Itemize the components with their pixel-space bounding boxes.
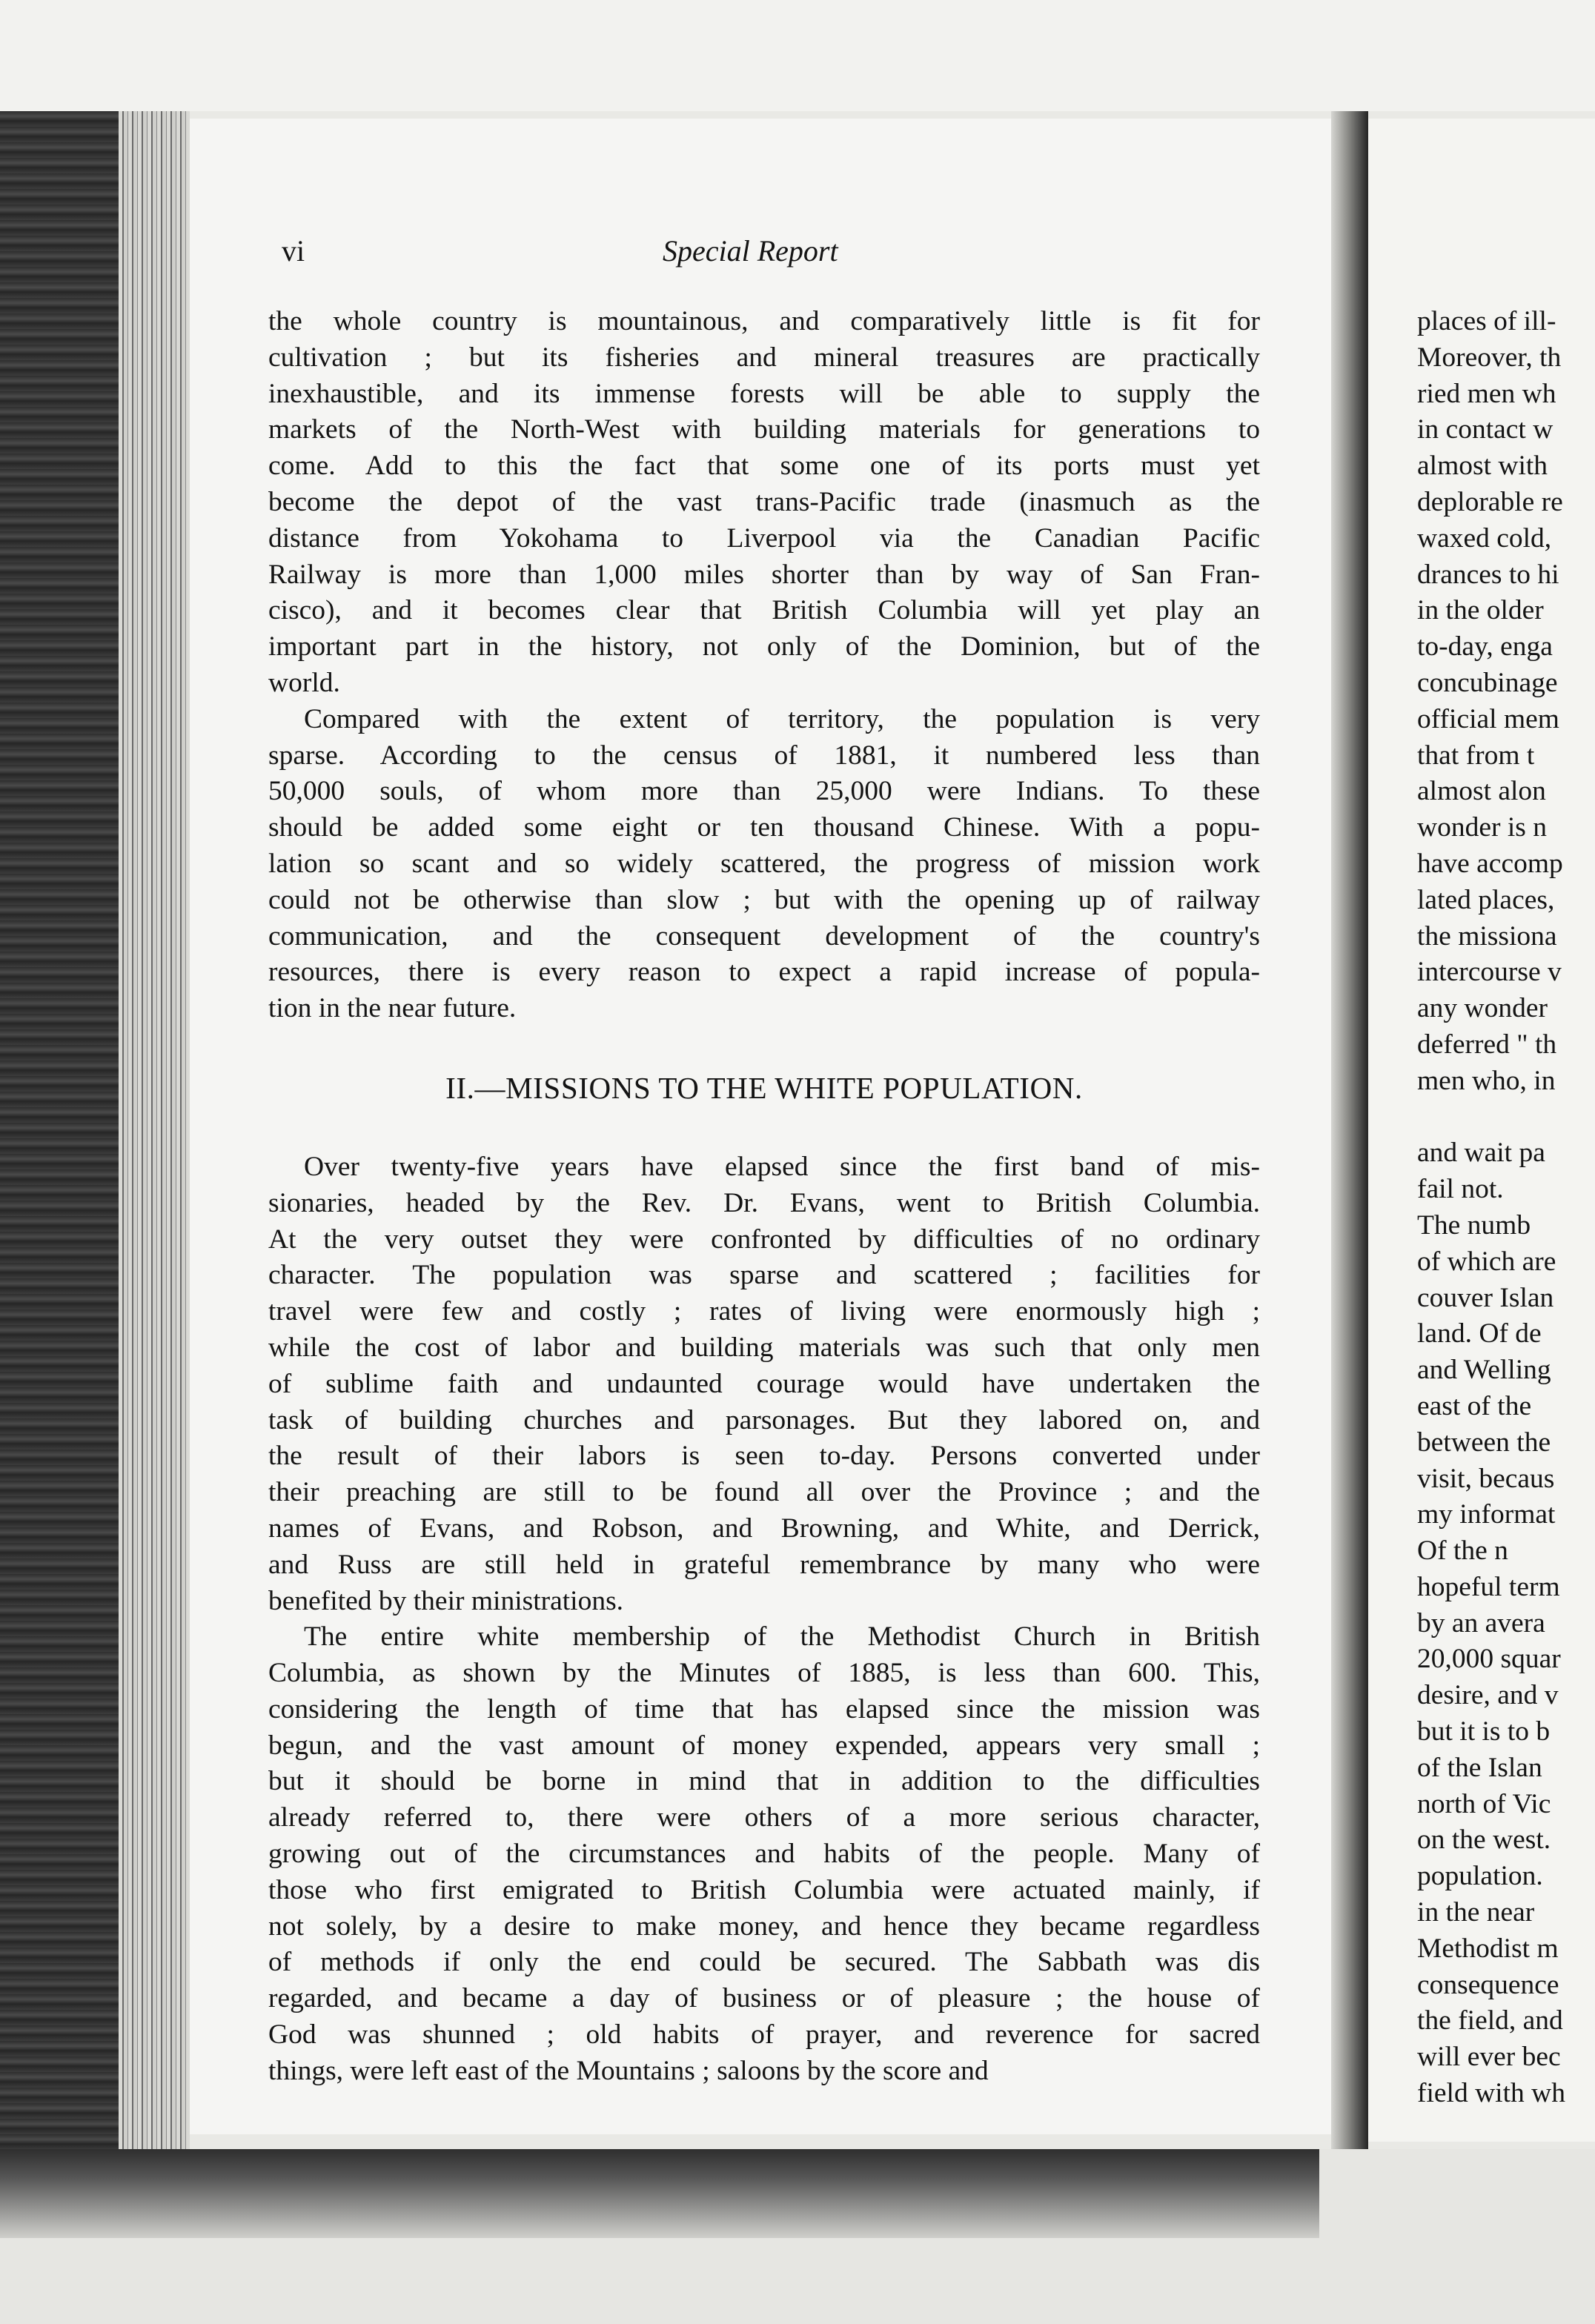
text-line: of methods if only the end could be secured. The Sabbath was dis [268, 1947, 1260, 1978]
right-page-line: in the near [1417, 1897, 1535, 1928]
text-line: world. [268, 667, 340, 698]
right-page-line: any wonder [1417, 993, 1548, 1024]
text-line: God was shunned ; old habits of prayer, and reverence for sacred [268, 2019, 1260, 2051]
paragraph-1 [268, 304, 1260, 702]
right-page-line: waxed cold, [1417, 522, 1552, 554]
paragraph-3 [268, 1149, 1260, 1619]
text-line: Over twenty-five years have elapsed since the first band of mis- [304, 1151, 1260, 1182]
right-page-line: to-day, enga [1417, 631, 1553, 663]
right-page-line: by an avera [1417, 1607, 1545, 1639]
right-page-line: the field, and [1417, 2005, 1563, 2036]
text-line: but it should be borne in mind that in addition to the difficulties [268, 1766, 1260, 1797]
text-line: and Russ are still held in grateful remembrance by many who were [268, 1549, 1260, 1580]
text-line: considering the length of time that has elapsed since the mission was [268, 1693, 1260, 1724]
text-line: regarded, and became a day of business or of pleasure ; the house of [268, 1983, 1260, 2014]
text-line: cisco), and it becomes clear that British Columbia will yet play an [268, 595, 1260, 626]
right-page-line: deferred " th [1417, 1029, 1557, 1060]
text-line: become the depot of the vast trans-Pacific trade (inasmuch as the [268, 486, 1260, 517]
right-page-line: 20,000 squar [1417, 1644, 1561, 1675]
text-line: tion in the near future. [268, 993, 517, 1024]
right-page-line: places of ill- [1417, 306, 1556, 336]
right-page-line: will ever bec [1417, 2042, 1561, 2073]
text-line: task of building churches and parsonages. But they labored on, and [268, 1404, 1260, 1435]
paragraph-2 [268, 702, 1260, 1027]
book-gutter [1331, 111, 1368, 2164]
text-line: Railway is more than 1,000 miles shorter than by way of San Fran- [268, 559, 1260, 590]
text-line: come. Add to this the fact that some one of its ports must yet [268, 451, 1260, 482]
text-line: the whole country is mountainous, and comparatively little is fit for [268, 306, 1260, 336]
line-spacer [1417, 1100, 1565, 1136]
text-line: begun, and the vast amount of money expended, appears very small ; [268, 1730, 1260, 1761]
text-line: those who first emigrated to British Columbia were actuated mainly, if [268, 1874, 1260, 1905]
book-spine-marbled [0, 111, 119, 2157]
text-line: not solely, by a desire to make money, and hence they became regardless [268, 1910, 1260, 1942]
right-page-line: Moreover, th [1417, 342, 1562, 373]
right-page-line: of the Islan [1417, 1752, 1542, 1783]
right-page-line: couver Islan [1417, 1282, 1554, 1313]
text-line: sparse. According to the census of 1881, it numbered less than [268, 740, 1260, 771]
text-line: cultivation ; but its fisheries and mineral treasures are practically [268, 342, 1260, 373]
right-page-line: lated places, [1417, 884, 1555, 915]
text-line: resources, there is every reason to expect a rapid increase of popula- [268, 957, 1260, 988]
right-page-line: east of the [1417, 1390, 1532, 1421]
right-page-line: and wait pa [1417, 1138, 1545, 1169]
text-line: growing out of the circumstances and habits of the people. Many of [268, 1839, 1260, 1870]
page-edges [119, 111, 190, 2157]
right-page-line: between the [1417, 1427, 1551, 1458]
right-page-line: ried men wh [1417, 378, 1556, 409]
right-page-line: concubinage [1417, 667, 1558, 698]
right-page-line: land. Of de [1417, 1318, 1542, 1349]
right-page-line: almost with [1417, 451, 1548, 482]
text-line: already referred to, there were others of a more serious character, [268, 1802, 1260, 1833]
right-page-line: field with wh [1417, 2078, 1565, 2109]
text-line: Columbia, as shown by the Minutes of 1885, is less than 600. This, [268, 1658, 1260, 1689]
right-page-line: population. [1417, 1861, 1543, 1892]
right-page-line: drances to hi [1417, 559, 1559, 590]
scan-top-margin [0, 0, 1595, 111]
right-page-line: that from t [1417, 740, 1535, 771]
right-page-line: men who, in [1417, 1065, 1556, 1096]
right-page-line: Of the n [1417, 1536, 1508, 1567]
right-page-line: hopeful term [1417, 1571, 1560, 1602]
right-page-line: on the west. [1417, 1825, 1551, 1856]
right-page-line: deplorable re [1417, 486, 1563, 517]
right-page-line: desire, and v [1417, 1680, 1559, 1711]
right-page-line: north of Vic [1417, 1788, 1551, 1819]
right-page-line: wonder is n [1417, 812, 1547, 843]
text-line: 50,000 souls, of whom more than 25,000 were Indians. To these [268, 776, 1260, 807]
text-line: markets of the North-West with building materials for generations to [268, 414, 1260, 445]
text-line: lation so scant and so widely scattered, the progress of mission work [268, 848, 1260, 879]
left-page-text [268, 304, 1260, 2090]
right-page-line: the missiona [1417, 920, 1557, 952]
text-line: At the very outset they were confronted by difficulties of no ordinary [268, 1224, 1260, 1255]
right-page-line: official mem [1417, 703, 1559, 734]
text-line: names of Evans, and Robson, and Browning, and White, and Derrick, [268, 1513, 1260, 1544]
text-line: of sublime faith and undaunted courage would have undertaken the [268, 1368, 1260, 1399]
right-page-line: of which are [1417, 1246, 1556, 1277]
text-line: inexhaustible, and its immense forests will be able to supply the [268, 378, 1260, 409]
text-line: The entire white membership of the Methodist Church in British [304, 1621, 1260, 1653]
right-page-text [1417, 304, 1565, 2112]
text-line: Compared with the extent of territory, the population is very [304, 703, 1260, 734]
text-line: should be added some eight or ten thousand Chinese. With a popu- [268, 812, 1260, 843]
right-page-line: consequence [1417, 1969, 1559, 2000]
right-page-line: intercourse v [1417, 957, 1562, 988]
section-heading: II.—MISSIONS TO THE WHITE POPULATION. [445, 1070, 1083, 1105]
text-line: communication, and the consequent development of the country's [268, 920, 1260, 952]
text-line: the result of their labors is seen to-day. Persons converted under [268, 1441, 1260, 1472]
paragraph-4 [268, 1619, 1260, 2089]
text-line: sionaries, headed by the Rev. Dr. Evans, went to British Columbia. [268, 1187, 1260, 1218]
text-line: important part in the history, not only of the Dominion, but of the [268, 631, 1260, 663]
right-page-line: fail not. [1417, 1174, 1504, 1205]
right-page-line: almost alon [1417, 776, 1546, 807]
text-line: things, were left east of the Mountains ; saloons by the score and [268, 2055, 989, 2086]
right-page-line: have accomp [1417, 848, 1563, 879]
text-line: could not be otherwise than slow ; but with the opening up of railway [268, 884, 1260, 915]
right-page-line: but it is to b [1417, 1716, 1551, 1747]
right-page-line: The numb [1417, 1209, 1531, 1241]
page-bottom-shadow [0, 2149, 1319, 2238]
text-line: character. The population was sparse and scattered ; facilities for [268, 1260, 1260, 1291]
right-page-line: and Welling [1417, 1355, 1551, 1386]
text-line: travel were few and costly ; rates of living were enormously high ; [268, 1296, 1260, 1327]
page-number: vi [282, 234, 305, 268]
text-line: benefited by their ministrations. [268, 1585, 624, 1616]
text-line: distance from Yokohama to Liverpool via the Canadian Pacific [268, 522, 1260, 554]
right-page-line: in contact w [1417, 414, 1553, 445]
text-line: while the cost of labor and building materials was such that only men [268, 1332, 1260, 1363]
right-page-line: Methodist m [1417, 1933, 1559, 1964]
right-page-line: visit, becaus [1417, 1463, 1555, 1494]
right-page-line: in the older [1417, 595, 1544, 626]
right-page-line: my informat [1417, 1499, 1556, 1530]
running-head: Special Report [663, 234, 838, 268]
text-line: their preaching are still to be found all over the Province ; and the [268, 1477, 1260, 1508]
